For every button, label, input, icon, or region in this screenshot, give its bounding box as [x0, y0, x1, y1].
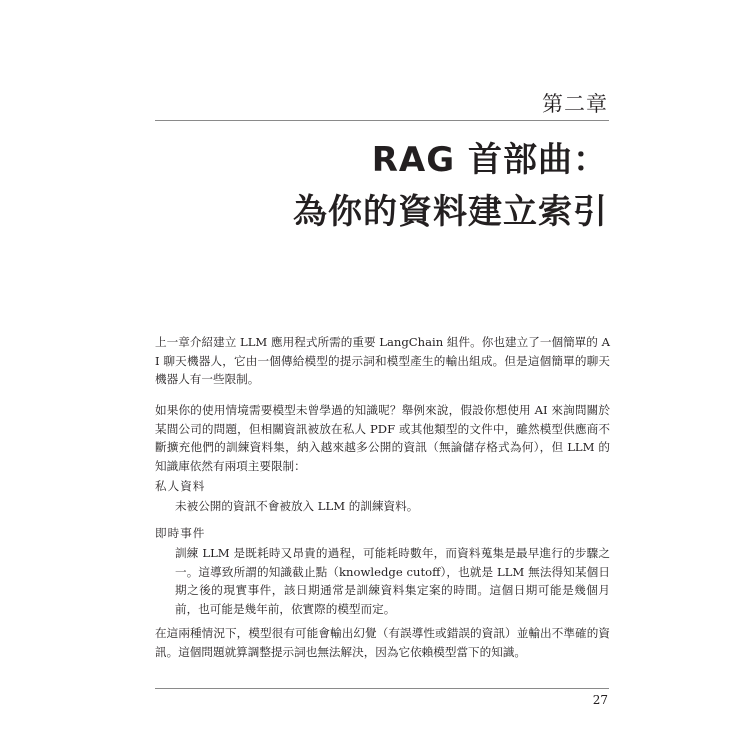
term-private-data: 私人資料 [155, 479, 206, 493]
footer-divider [155, 688, 609, 689]
chapter-title-line-2: 為你的資料建立索引 [293, 192, 608, 232]
definition-private-data: 未被公開的資訊不會被放入 LLM 的訓練資料。 [175, 499, 419, 513]
chapter-title-line-1: RAG 首部曲： [371, 140, 608, 180]
term-current-events: 即時事件 [155, 526, 206, 540]
paragraph-limitations: 如果你的使用情境需要模型未曾學過的知識呢？舉例來說，假設你想使用 AI 來詢問關於某間公司的問題，但相關資訊被放在私人 PDF 或其他類型的文件中，雖然模型供應商不斷擴充他們的訓練資料集，納入越來越多公開的資訊（無論儲存格式為何），但 LLM 的知識庫依然有兩項主要限制： [155, 403, 610, 473]
paragraph-hallucination: 在這兩種情況下，模型很有可能會輸出幻覺（有誤導性或錯誤的資訊）並輸出不準確的資訊。這個問題就算調整提示詞也無法解決，因為它依賴模型當下的知識。 [155, 626, 610, 659]
page-number: 27 [592, 693, 608, 707]
chapter-label: 第二章 [542, 92, 608, 116]
paragraph-intro: 上一章介紹建立 LLM 應用程式所需的重要 LangChain 組件。你也建立了一個簡單的 AI 聊天機器人，它由一個傳給模型的提示詞和模型產生的輸出組成。但是這個簡單的聊天機器人有一些限制。 [155, 335, 610, 386]
chapter-title [293, 140, 608, 232]
definition-current-events: 訓練 LLM 是既耗時又昂貴的過程，可能耗時數年，而資料蒐集是最早進行的步驟之一。這導致所謂的知識截止點（knowledge cutoff），也就是 LLM 無法得知某個日期之後的現實事件，該日期通常是訓練資料集定案的時間。這個日期可能是幾個月前，也可能是幾年前，依實際的模型而定。 [175, 546, 610, 616]
header-divider [155, 120, 609, 121]
